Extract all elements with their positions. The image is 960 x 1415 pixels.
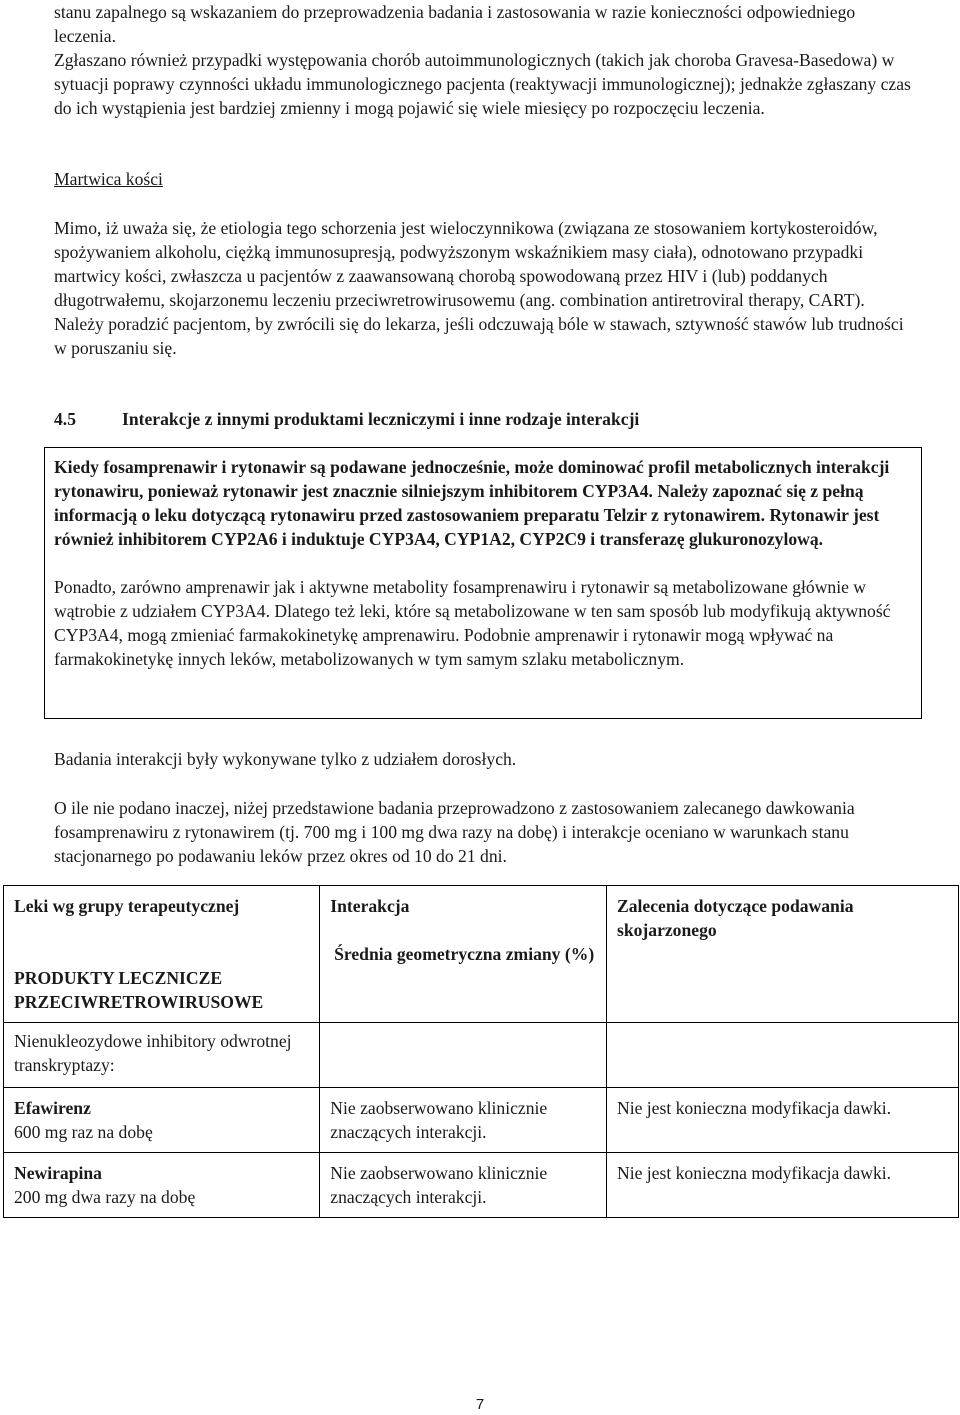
section-heading [54,407,639,431]
header-col1-group: PRODUKTY LECZNICZE PRZECIWRETROWIRUSOWE [14,968,264,1012]
section-title: Interakcje z innymi produktami leczniczymi i inne rodzaje interakcji [122,409,640,429]
recommendation-cell: Nie jest konieczna modyfikacja dawki. [606,1153,958,1218]
section-number: 4.5 [54,409,76,429]
box-bold-paragraph: Kiedy fosamprenawir i rytonawir są podawane jednocześnie, może dominować profil metabolicznych interakcji rytonawiru, ponieważ rytonawir jest znacznie silniejszym inhibitorem CYP3A4. Należy zapoznać się z pełną informacją o leku dotyczącą rytonawiru przed zastosowaniem preparatu Telzir z rytonawirem. Rytonawir jest również inhibitorem CYP2A6 i induktuje CYP3A4, CYP1A2, CYP2C9 i transferazę glukuronozylową. [54,457,890,549]
header-col1-title: Leki wg grupy terapeutycznej [14,896,240,916]
header-drug-group [4,886,320,1023]
header-interaction [320,886,607,1023]
ritonavir-warning-box [44,447,922,719]
dosing-paragraph: O ile nie podano inaczej, niżej przedstawione badania przeprowadzono z zastosowaniem zalecanego dawkowania fosamprenawiru z rytonawirem (tj. 700 mg i 100 mg dwa razy na dobę) i interakcje oceniano w warunkach stanu stacjonarnego po podawaniu leków przez okres od 10 do 21 dni. [54,798,855,866]
adults-paragraph: Badania interakcji były wykonywane tylko z udziałem dorosłych. [54,749,517,769]
drug-name: Efawirenz [14,1098,91,1118]
header-recommendation: Zalecenia dotyczące podawania skojarzonego [606,886,958,1023]
table-row [4,1153,959,1218]
martwica-paragraph: Mimo, iż uważa się, że etiologia tego schorzenia jest wieloczynnikowa (związana ze stosowaniem kortykosteroidów, spożywaniem alkoholu, ciężką immunosupresją, podwyższonym wskaźnikiem masy ciała), odnotowano przypadki martwicy kości, zwłaszcza u pacjentów z zaawansowaną chorobą spowodowaną przez HIV i (lub) poddanych długotrwałemu, skojarzonemu leczeniu przeciwretrowirusowemu (ang. combination antiretroviral therapy, CART). Należy poradzić pacjentom, by zwrócili się do lekarza, jeśli odczuwają bóle w stawach, sztywność stawów lub trudności w poruszaniu się. [54,218,904,358]
page-number: 7 [475,1396,485,1413]
table-row [4,1088,959,1153]
intro-paragraph [54,0,914,120]
category-cell: Nienukleozydowe inhibitory odwrotnej transkryptazy: [4,1023,320,1088]
drug-cell [4,1088,320,1153]
interaction-cell: Nie zaobserwowano klinicznie znaczących interakcji. [320,1153,607,1218]
header-col2-title: Interakcja [330,896,410,916]
box-regular-paragraph: Ponadto, zarówno amprenawir jak i aktywne metabolity fosamprenawiru i rytonawir są metabolizowane głównie w wątrobie z udziałem CYP3A4. Dlatego też leki, które są metabolizowane w ten sam sposób lub modyfikują aktywność CYP3A4, mogą zmieniać farmakokinetykę amprenawiru. Podobnie amprenawir i rytonawir mogą wpływać na farmakokinetykę innych leków, metabolizowanych w tym samym szlaku metabolicznym. [54,577,891,669]
interaction-cell: Nie zaobserwowano klinicznie znaczących interakcji. [320,1088,607,1153]
drug-dose: 600 mg raz na dobę [14,1122,153,1142]
category-empty-cell [606,1023,958,1088]
table-category-row [4,1023,959,1088]
interaction-table [3,885,959,1218]
drug-cell [4,1153,320,1218]
drug-dose: 200 mg dwa razy na dobę [14,1187,196,1207]
category-empty-cell [320,1023,607,1088]
drug-name: Newirapina [14,1163,102,1183]
recommendation-cell: Nie jest konieczna modyfikacja dawki. [606,1088,958,1153]
martwica-heading: Martwica kości [54,169,163,189]
header-col2-sub: Średnia geometryczna zmiany (%) [334,944,595,964]
intro-line-1: stanu zapalnego są wskazaniem do przeprowadzenia badania i zastosowania w razie konieczności odpowiedniego leczenia. [54,2,856,46]
intro-line-2: Zgłaszano również przypadki występowania chorób autoimmunologicznych (takich jak choroba Gravesa-Basedowa) w sytuacji poprawy czynności układu immunologicznego pacjenta (reaktywacji immunologicznej); jednakże zgłaszany czas do ich wystąpienia jest bardziej zmienny i mogą pojawić się wiele miesięcy po rozpoczęciu leczenia. [54,50,911,118]
table-header-row [4,886,959,1023]
